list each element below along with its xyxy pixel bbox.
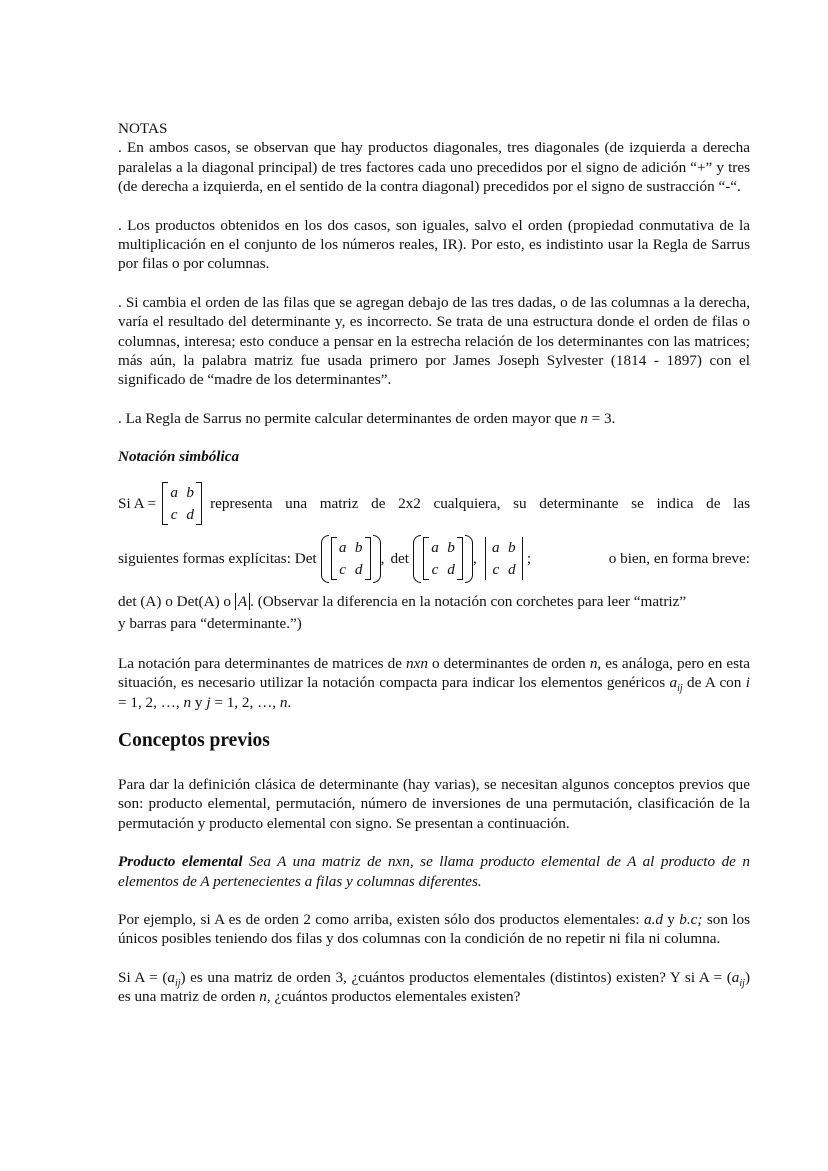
nxn-paragraph: La notación para determinantes de matrices de nxn o determinantes de orden n, es análoga, pero en esta situación, es necesario utilizar la notación compacta para indicar los elementos genéricos $a_{ij}$ de A con i = 1, 2, …, n y j = 1, 2, …, n.	[118, 654, 750, 711]
conceptos-paragraph-1: Para dar la definición clásica de determinante (hay varias), se necesitan algunos conceptos previos que son: producto elemental, permutación, número de inversiones de una permutación, clasificación de la permutación y producto elemental con signo. Se presentan a continuación.	[118, 775, 750, 832]
notas-paragraph-1: . En ambos casos, se observan que hay productos diagonales, tres diagonales (de izquierda a derecha paralelas a la diagonal principal) de tres factores cada uno precedidos por el signo de adición “+” y tres (de derecha a izquierda, en el sentido de la contra diagonal) precedidos por el signo de sustracción “-“.	[118, 139, 750, 196]
producto-elemental-definition: Producto elemental Sea A una matriz de nxn, se llama producto elemental de A al producto de n elementos de A pertenecientes a filas y columnas diferentes.	[118, 853, 750, 890]
determinant-notation-line: siguientes formas explícitas: Det a b c d , det a b c d , a b c d ; o bien, en forma breve:	[118, 533, 750, 585]
document-page	[118, 119, 750, 1007]
det-parenthesized-matrix: a b c d	[321, 535, 381, 583]
question-paragraph: Si $A = (a_{ij})$ es una matriz de orden 3, ¿cuántos productos elementales (distintos) existen? Y si $A = (a_{ij})$ es una matriz de orden n, ¿cuántos productos elementales existen?	[118, 968, 750, 1006]
notation-line-4: y barras para “determinante.”)	[118, 614, 302, 632]
notacion-heading: Notación simbólica	[118, 448, 240, 466]
det-parenthesized-matrix-2: a b c d	[413, 535, 473, 583]
notas-title: NOTAS	[118, 120, 168, 137]
matrix-definition-line: Si A = a b c d representa una matriz de 2x2 cualquiera, su determinante se indica de las	[118, 481, 750, 527]
notas-paragraph-4: . La Regla de Sarrus no permite calcular determinantes de orden mayor que n = 3.	[118, 409, 616, 427]
notation-line-3: det (A) o Det(A) o A . (Observar la diferencia en la notación con corchetes para leer “matriz”	[118, 592, 687, 610]
notas-paragraph-2: . Los productos obtenidos en los dos casos, son iguales, salvo el orden (propiedad conmutativa de la multiplicación en el conjunto de los números reales, IR). Por esto, es indistinto usar la Regla de Sarrus por filas o por columnas.	[118, 216, 750, 273]
conceptos-heading: Conceptos previos	[118, 729, 270, 751]
determinant-bars: a b c d	[485, 537, 523, 580]
notas-paragraph-3: . Si cambia el orden de las filas que se agregan debajo de las tres dadas, o de las columnas a la derecha, varía el resultado del determinante y, es incorrecto. Se trata de una estructura donde el orden de filas o columnas, interesa; esto conduce a pensar en la estrecha relación de los determinantes con las matrices; más aún, la palabra matriz fue usada primero por James Joseph Sylvester (1814 - 1897) con el significado de “madre de los determinantes”.	[118, 293, 750, 389]
ejemplo-paragraph: Por ejemplo, si A es de orden 2 como arriba, existen sólo dos productos elementales: a.d y b.c; son los únicos posibles teniendo dos filas y dos columnas con la condición de no repetir ni fila ni columna.	[118, 910, 751, 948]
matrix-2x2: a b c d	[162, 482, 202, 525]
